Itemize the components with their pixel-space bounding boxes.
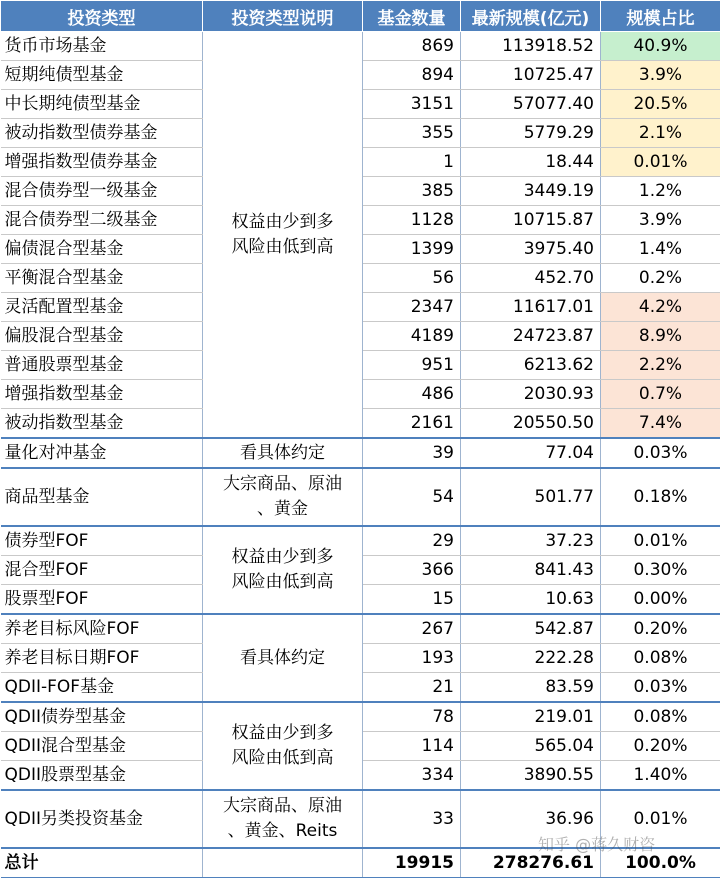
description-line: 权益由少到多 [207, 545, 358, 570]
fund-count-cell: 334 [363, 761, 461, 791]
fund-type-cell: 量化对冲基金 [1, 438, 203, 468]
fund-type-cell: 短期纯债型基金 [1, 61, 203, 90]
description-line: 大宗商品、原油 [207, 794, 358, 819]
fund-size-cell: 37.23 [461, 526, 601, 556]
fund-type-cell: 股票型FOF [1, 585, 203, 615]
fund-count-cell: 385 [363, 177, 461, 206]
description-line: 、黄金、Reits [207, 819, 358, 844]
total-desc-cell [203, 848, 363, 878]
type-description-cell [203, 438, 363, 468]
share-pct-cell: 0.30% [601, 556, 720, 585]
header-pct: 规模占比 [601, 1, 720, 32]
share-pct-cell: 0.20% [601, 614, 720, 644]
fund-type-cell: 灵活配置型基金 [1, 293, 203, 322]
table-row [1, 702, 720, 732]
total-count: 19915 [363, 848, 461, 878]
share-pct-cell: 0.08% [601, 702, 720, 732]
table-row [1, 32, 720, 61]
header-row [1, 1, 720, 32]
fund-size-cell: 3975.40 [461, 235, 601, 264]
table-row [1, 614, 720, 644]
fund-type-cell: 普通股票型基金 [1, 351, 203, 380]
type-description-cell [203, 790, 363, 848]
share-pct-cell: 2.1% [601, 119, 720, 148]
table-row [1, 526, 720, 556]
fund-count-cell: 114 [363, 732, 461, 761]
fund-count-cell: 3151 [363, 90, 461, 119]
fund-count-cell: 78 [363, 702, 461, 732]
fund-type-cell: QDII另类投资基金 [1, 790, 203, 848]
table-row [1, 468, 720, 526]
share-pct-cell: 7.4% [601, 409, 720, 439]
share-pct-cell: 0.08% [601, 644, 720, 673]
share-pct-cell: 20.5% [601, 90, 720, 119]
fund-count-cell: 39 [363, 438, 461, 468]
description-line: 看具体约定 [207, 646, 358, 671]
fund-count-cell: 56 [363, 264, 461, 293]
share-pct-cell: 0.7% [601, 380, 720, 409]
fund-size-cell: 6213.62 [461, 351, 601, 380]
description-line: 权益由少到多 [207, 210, 358, 235]
fund-count-cell: 2161 [363, 409, 461, 439]
fund-type-cell: 增强指数型债券基金 [1, 148, 203, 177]
table-row [1, 790, 720, 848]
description-line: 风险由低到高 [207, 235, 358, 260]
description-line: 风险由低到高 [207, 746, 358, 771]
fund-size-cell: 542.87 [461, 614, 601, 644]
fund-count-cell: 1399 [363, 235, 461, 264]
share-pct-cell: 1.4% [601, 235, 720, 264]
fund-size-cell: 10715.87 [461, 206, 601, 235]
fund-count-cell: 2347 [363, 293, 461, 322]
share-pct-cell: 8.9% [601, 322, 720, 351]
fund-type-cell: 偏股混合型基金 [1, 322, 203, 351]
share-pct-cell: 0.03% [601, 673, 720, 703]
fund-size-cell: 83.59 [461, 673, 601, 703]
fund-size-cell: 10725.47 [461, 61, 601, 90]
header-type: 投资类型 [1, 1, 203, 32]
share-pct-cell: 0.01% [601, 148, 720, 177]
fund-count-cell: 1 [363, 148, 461, 177]
fund-count-cell: 15 [363, 585, 461, 615]
fund-size-cell: 565.04 [461, 732, 601, 761]
fund-count-cell: 355 [363, 119, 461, 148]
watermark: 知乎 @蒋久财咨 [538, 832, 655, 855]
share-pct-cell: 1.2% [601, 177, 720, 206]
type-description-cell [203, 702, 363, 790]
fund-size-cell: 2030.93 [461, 380, 601, 409]
share-pct-cell: 0.01% [601, 526, 720, 556]
fund-type-cell: 商品型基金 [1, 468, 203, 526]
share-pct-cell: 0.01% [601, 790, 720, 848]
description-line: 风险由低到高 [207, 570, 358, 595]
description-line: 权益由少到多 [207, 721, 358, 746]
share-pct-cell: 40.9% [601, 32, 720, 61]
share-pct-cell: 3.9% [601, 206, 720, 235]
fund-size-cell: 20550.50 [461, 409, 601, 439]
type-description-cell [203, 32, 363, 439]
share-pct-cell: 0.00% [601, 585, 720, 615]
fund-type-cell: 混合型FOF [1, 556, 203, 585]
fund-size-cell: 11617.01 [461, 293, 601, 322]
fund-size-cell: 10.63 [461, 585, 601, 615]
fund-size-cell: 24723.87 [461, 322, 601, 351]
fund-type-cell: 被动指数型债券基金 [1, 119, 203, 148]
fund-type-cell: QDII债券型基金 [1, 702, 203, 732]
fund-size-cell: 501.77 [461, 468, 601, 526]
fund-count-cell: 4189 [363, 322, 461, 351]
type-description-cell [203, 468, 363, 526]
header-count: 基金数量 [363, 1, 461, 32]
share-pct-cell: 0.20% [601, 732, 720, 761]
fund-type-cell: 混合债券型二级基金 [1, 206, 203, 235]
share-pct-cell: 0.03% [601, 438, 720, 468]
fund-size-cell: 3449.19 [461, 177, 601, 206]
fund-count-cell: 33 [363, 790, 461, 848]
fund-count-cell: 267 [363, 614, 461, 644]
fund-type-cell: 养老目标风险FOF [1, 614, 203, 644]
share-pct-cell: 2.2% [601, 351, 720, 380]
fund-type-cell: 养老目标日期FOF [1, 644, 203, 673]
share-pct-cell: 0.18% [601, 468, 720, 526]
fund-size-cell: 36.96 [461, 790, 601, 848]
fund-type-cell: 债券型FOF [1, 526, 203, 556]
description-line: 大宗商品、原油 [207, 472, 358, 497]
share-pct-cell: 1.40% [601, 761, 720, 791]
fund-count-cell: 54 [363, 468, 461, 526]
total-row [1, 848, 720, 878]
type-description-cell [203, 614, 363, 702]
fund-type-cell: QDII股票型基金 [1, 761, 203, 791]
total-size: 278276.61 [461, 848, 601, 878]
fund-size-cell: 841.43 [461, 556, 601, 585]
fund-size-cell: 222.28 [461, 644, 601, 673]
fund-size-cell: 452.70 [461, 264, 601, 293]
share-pct-cell: 3.9% [601, 61, 720, 90]
header-desc: 投资类型说明 [203, 1, 363, 32]
fund-type-cell: 混合债券型一级基金 [1, 177, 203, 206]
fund-count-cell: 951 [363, 351, 461, 380]
fund-type-cell: 平衡混合型基金 [1, 264, 203, 293]
fund-size-cell: 57077.40 [461, 90, 601, 119]
fund-count-cell: 1128 [363, 206, 461, 235]
fund-type-cell: QDII-FOF基金 [1, 673, 203, 703]
share-pct-cell: 4.2% [601, 293, 720, 322]
fund-size-cell: 3890.55 [461, 761, 601, 791]
total-label: 总计 [1, 848, 203, 878]
fund-type-cell: QDII混合型基金 [1, 732, 203, 761]
fund-count-cell: 193 [363, 644, 461, 673]
share-pct-cell: 0.2% [601, 264, 720, 293]
fund-size-cell: 219.01 [461, 702, 601, 732]
fund-count-cell: 869 [363, 32, 461, 61]
fund-size-cell: 5779.29 [461, 119, 601, 148]
fund-count-cell: 486 [363, 380, 461, 409]
fund-count-cell: 29 [363, 526, 461, 556]
fund-size-cell: 18.44 [461, 148, 601, 177]
table-row [1, 438, 720, 468]
total-pct: 100.0% [601, 848, 720, 878]
table-body [1, 32, 720, 849]
fund-size-cell: 77.04 [461, 438, 601, 468]
header-size: 最新规模(亿元) [461, 1, 601, 32]
fund-type-cell: 偏债混合型基金 [1, 235, 203, 264]
description-line: 看具体约定 [207, 441, 358, 466]
fund-count-cell: 894 [363, 61, 461, 90]
type-description-cell [203, 526, 363, 614]
fund-type-cell: 中长期纯债型基金 [1, 90, 203, 119]
fund-count-cell: 21 [363, 673, 461, 703]
fund-type-cell: 被动指数型基金 [1, 409, 203, 439]
description-line: 、黄金 [207, 497, 358, 522]
fund-size-cell: 113918.52 [461, 32, 601, 61]
fund-type-cell: 增强指数型基金 [1, 380, 203, 409]
fund-type-cell: 货币市场基金 [1, 32, 203, 61]
fund-count-cell: 366 [363, 556, 461, 585]
